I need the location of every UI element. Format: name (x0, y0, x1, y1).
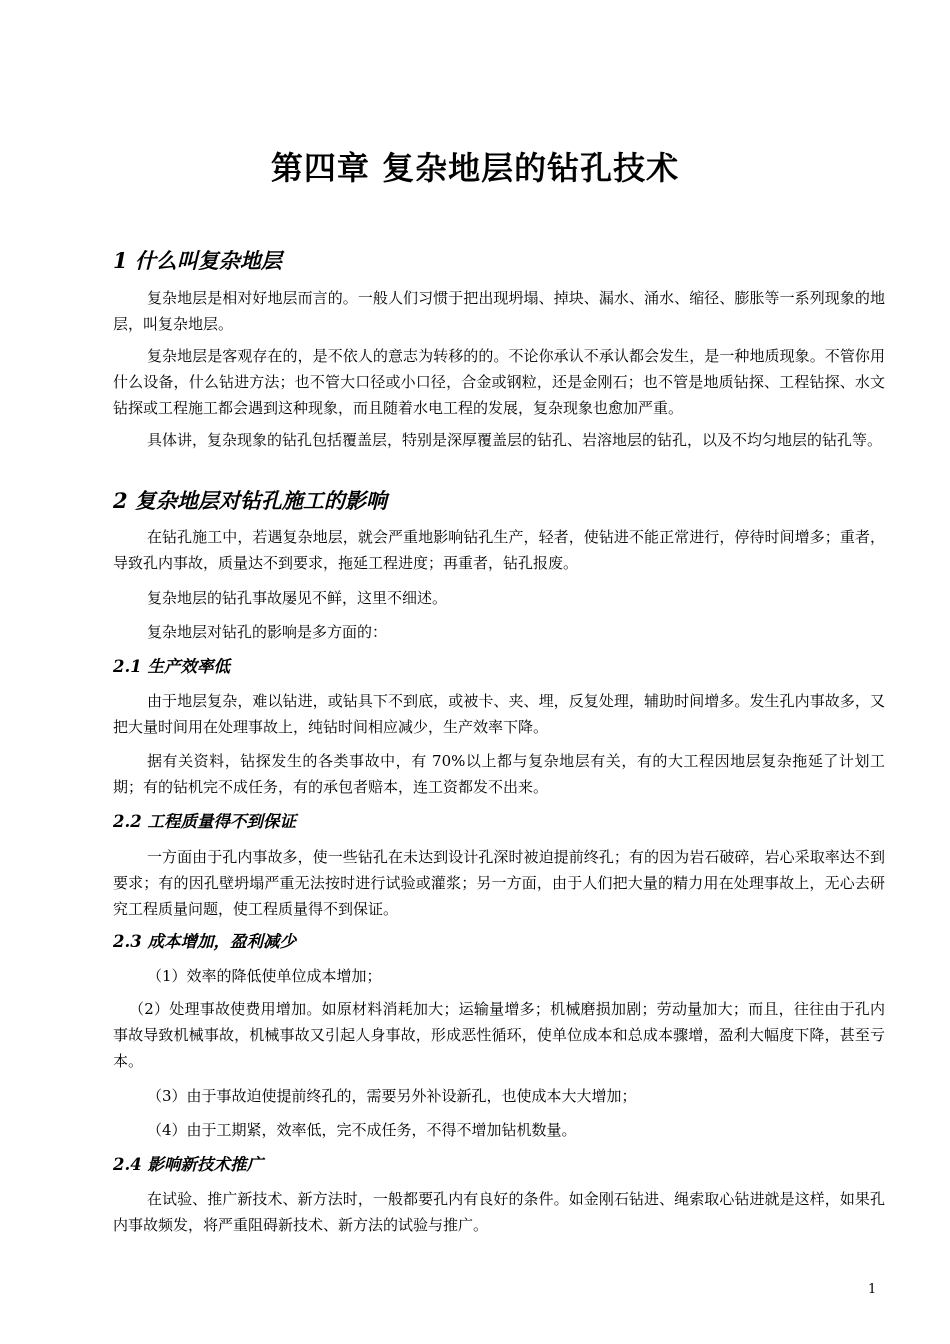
paragraph: 在试验、推广新技术、新方法时，一般都要孔内有良好的条件。如金刚石钻进、绳索取心钻进就是这样，如果孔内事故频发，将严重阻碍新技术、新方法的试验与推广。 (113, 1190, 885, 1234)
paragraph: 复杂地层对钻孔的影响是多方面的： (147, 623, 388, 641)
paragraph: 复杂地层是客观存在的，是不依人的意志为转移的的。不论你承认不承认都会发生，是一种地质现象。不管你用什么设备，什么钻进方法；也不管大口径或小口径，合金或钢粒，还是金刚石；也不管是地质钻探、工程钻探、水文钻探或工程施工都会遇到这种现象，而且随着水电工程的发展，复杂现象也愈加严重。 (113, 347, 885, 417)
paragraph: 由于地层复杂，难以钻进，或钻具下不到底，或被卡、夹、埋，反复处理，辅助时间增多。发生孔内事故多，又把大量时间用在处理事故上，纯钻时间相应减少，生产效率下降。 (113, 692, 885, 736)
list-item: （3）由于事故迫使提前终孔的，需要另外补设新孔，也使成本大大增加； (147, 1087, 637, 1105)
subsection-heading-2-3: 2.3 成本增加，盈利减少 (113, 932, 296, 951)
section-heading-1: 1 什么叫复杂地层 (113, 248, 282, 273)
section-heading-2: 2 复杂地层对钻孔施工的影响 (113, 488, 387, 513)
chapter-title: 第四章 复杂地层的钻孔技术 (270, 149, 680, 187)
list-item: （2）处理事故使费用增加。如原材料消耗加大；运输量增多；机械磨损加剧；劳动量加大；而且，往往由于孔内事故导致机械事故，机械事故又引起人身事故，形成恶性循环，使单位成本和总成本骤增，盈利大幅度下降，甚至亏本。 (113, 1000, 885, 1070)
paragraph: 在钻孔施工中，若遇复杂地层，就会严重地影响钻孔生产，轻者，使钻进不能正常进行，停待时间增多；重者，导致孔内事故，质量达不到要求，拖延工程进度；再重者，钻孔报废。 (113, 528, 885, 572)
subsection-heading-2-2: 2.2 工程质量得不到保证 (113, 812, 296, 831)
list-item: （1）效率的降低使单位成本增加； (147, 967, 382, 985)
subsection-heading-2-4: 2.4 影响新技术推广 (113, 1155, 263, 1174)
subsection-heading-2-1: 2.1 生产效率低 (113, 657, 230, 676)
paragraph: 复杂地层的钻孔事故屡见不鲜，这里不细述。 (147, 589, 448, 607)
paragraph: 一方面由于孔内事故多，使一些钻孔在未达到设计孔深时被迫提前终孔；有的因为岩石破碎，岩心采取率达不到要求；有的因孔壁坍塌严重无法按时进行试验或灌浆；另一方面，由于人们把大量的精力用在处理事故上，无心去研究工程质量问题，使工程质量得不到保证。 (113, 848, 885, 918)
page-number: 1 (868, 1282, 877, 1297)
paragraph: 据有关资料，钻探发生的各类事故中，有 70%以上都与复杂地层有关，有的大工程因地层复杂拖延了计划工期；有的钻机完不成任务，有的承包者赔本，连工资都发不出来。 (113, 752, 885, 796)
paragraph: 复杂地层是相对好地层而言的。一般人们习惯于把出现坍塌、掉块、漏水、涌水、缩径、膨胀等一系列现象的地层，叫复杂地层。 (113, 289, 885, 333)
paragraph: 具体讲，复杂现象的钻孔包括覆盖层，特别是深厚覆盖层的钻孔、岩溶地层的钻孔，以及不均匀地层的钻孔等。 (147, 431, 883, 449)
list-item: （4）由于工期紧，效率低，完不成任务，不得不增加钻机数量。 (147, 1121, 577, 1139)
